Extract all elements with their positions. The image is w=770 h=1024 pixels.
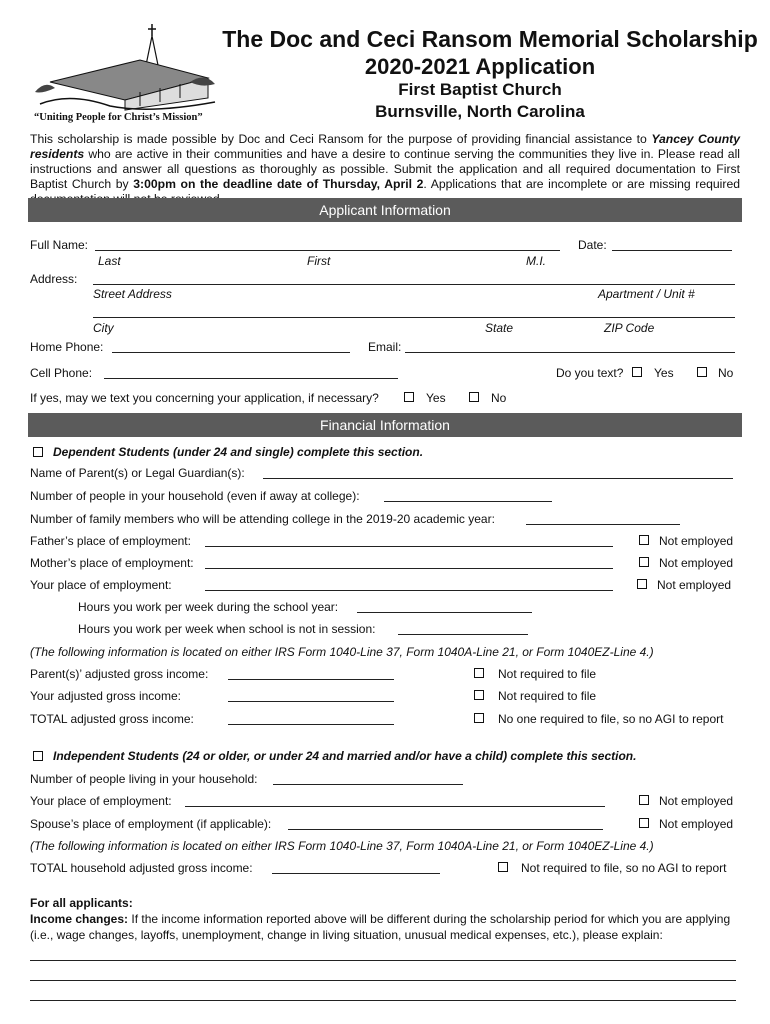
consent-yes-label: Yes [426,391,446,405]
household-agi-field[interactable] [272,873,440,874]
application-year: 2020-2021 Application [364,54,596,79]
hours-break-label: Hours you work per week when school is not in session: [78,622,376,636]
household-not-required-checkbox[interactable] [498,862,508,872]
your-not-employed-checkbox[interactable] [637,579,647,589]
parent-not-required-checkbox[interactable] [474,668,484,678]
text-consent-label: If yes, may we text you concerning your application, if necessary? [30,391,379,405]
zip-caption: ZIP Code [604,321,655,335]
intro-text-1: This scholarship is made possible by Doc and Ceci Ransom for the purpose of providing financial assistance to [30,132,652,146]
parent-not-required-label: Not required to file [498,667,597,681]
parent-agi-field[interactable] [228,679,394,680]
hours-break-field[interactable] [398,634,528,635]
father-not-employed-label: Not employed [659,534,734,548]
household-size-field[interactable] [384,501,552,502]
total-agi-label: TOTAL adjusted gross income: [30,712,194,726]
financial-information-heading: Financial Information [28,413,742,437]
your-not-employed-label: Not employed [657,578,732,592]
your-not-required-label: Not required to file [498,689,597,703]
text-no-label: No [718,366,734,380]
city-caption: City [93,321,114,335]
first-name-caption: First [307,254,331,268]
income-explanation-line-1[interactable] [30,960,736,961]
home-phone-field[interactable] [112,352,350,353]
apartment-caption: Apartment / Unit # [598,287,695,301]
state-caption: State [485,321,514,335]
ind-not-employed-checkbox[interactable] [639,795,649,805]
church-location: Burnsville, North Carolina [375,102,585,121]
intro-deadline: 3:00pm on the deadline date of Thursday, April 2 [133,177,424,191]
parent-name-label: Name of Parent(s) or Legal Guardian(s): [30,466,245,480]
irs-note: (The following information is located on either IRS Form 1040-Line 37, Form 1040A-Line 21, or Form 1040EZ-Line 4.) [30,645,654,659]
last-name-caption: Last [98,254,121,268]
date-label: Date: [578,238,607,252]
full-name-label: Full Name: [30,238,89,252]
text-yes-checkbox[interactable] [632,367,642,377]
email-field[interactable] [405,352,735,353]
spouse-employment-label: Spouse’s place of employment (if applicable): [30,817,272,831]
no-one-required-checkbox[interactable] [474,713,484,723]
address-label: Address: [30,272,78,286]
your-employment-field[interactable] [205,590,613,591]
intro-paragraph [30,132,740,207]
full-name-field[interactable] [95,250,560,251]
middle-initial-caption: M.I. [526,254,546,268]
household-size-label: Number of people in your household (even if away at college): [30,489,360,503]
street-address-caption: Street Address [93,287,172,301]
city-state-zip-field[interactable] [93,317,735,318]
dependent-students-heading: Dependent Students (under 24 and single) complete this section. [53,445,424,459]
spouse-employment-field[interactable] [288,829,603,830]
mother-employment-label: Mother’s place of employment: [30,556,194,570]
intro-text-3: . Applications that are incomplete or are missing required [423,177,741,191]
family-in-college-field[interactable] [526,524,680,525]
email-label: Email: [368,340,402,354]
father-employment-label: Father’s place of employment: [30,534,191,548]
income-explanation-line-3[interactable] [30,1000,736,1001]
intro-county: Yancey County residents [30,132,741,161]
spouse-not-employed-label: Not employed [659,817,734,831]
father-not-employed-checkbox[interactable] [639,535,649,545]
date-field[interactable] [612,250,732,251]
father-employment-field[interactable] [205,546,613,547]
ind-irs-note: (The following information is located on either IRS Form 1040-Line 37, Form 1040A-Line 21, or Form 1040EZ-Line 4.) [30,839,654,853]
income-changes-label: Income changes: [30,912,129,926]
your-employment-label: Your place of employment: [30,578,172,592]
ind-household-field[interactable] [273,784,463,785]
income-changes-text: If the income information reported above will be different during the scholarship period for which you are applying (i.e., wage changes, layoffs, unemployment, change in living situation, unusual medical expenses, etc.), please explain: [30,912,731,942]
mother-not-employed-checkbox[interactable] [639,557,649,567]
cell-phone-label: Cell Phone: [30,366,93,380]
do-you-text-label: Do you text? [556,366,624,380]
ind-not-employed-label: Not employed [659,794,734,808]
text-no-checkbox[interactable] [697,367,707,377]
income-explanation-line-2[interactable] [30,980,736,981]
street-address-field[interactable] [93,284,735,285]
scholarship-title: The Doc and Ceci Ransom Memorial Scholarship [222,26,758,52]
ind-household-label: Number of people living in your household: [30,772,258,786]
applicant-information-heading: Applicant Information [28,198,742,222]
consent-no-checkbox[interactable] [469,392,479,402]
total-agi-field[interactable] [228,724,394,725]
mother-employment-field[interactable] [205,568,613,569]
independent-students-checkbox[interactable] [33,751,43,761]
church-motto: “Uniting People for Christ’s Mission” [34,112,203,123]
consent-no-label: No [491,391,507,405]
ind-employment-field[interactable] [185,806,605,807]
all-applicants-heading: For all applicants: [30,896,133,910]
church-logo [30,22,220,114]
your-not-required-checkbox[interactable] [474,690,484,700]
your-agi-label: Your adjusted gross income: [30,689,181,703]
family-in-college-label: Number of family members who will be attending college in the 2019-20 academic year: [30,512,495,526]
income-changes-paragraph [30,911,740,943]
consent-yes-checkbox[interactable] [404,392,414,402]
your-agi-field[interactable] [228,701,394,702]
spouse-not-employed-checkbox[interactable] [639,818,649,828]
church-name: First Baptist Church [398,80,562,99]
no-one-required-label: No one required to file, so no AGI to report [498,712,724,726]
ind-employment-label: Your place of employment: [30,794,172,808]
household-agi-label: TOTAL household adjusted gross income: [30,861,253,875]
hours-school-year-field[interactable] [357,612,532,613]
independent-students-heading: Independent Students (24 or older, or under 24 and married and/or have a child) complete this section. [53,749,637,763]
intro-text-2: who are active in their communities and have a desire to continue serving the communities they live in. Please read all instructions and answer all questions as thoroughly as possible. Submit the application and all required documentation to First Baptist Church by [30,147,740,191]
household-not-required-label: Not required to file, so no AGI to report [521,861,727,875]
home-phone-label: Home Phone: [30,340,104,354]
mother-not-employed-label: Not employed [659,556,734,570]
cell-phone-field[interactable] [104,378,398,379]
hours-school-year-label: Hours you work per week during the school year: [78,600,339,614]
parent-name-field[interactable] [263,478,733,479]
text-yes-label: Yes [654,366,674,380]
parent-agi-label: Parent(s)’ adjusted gross income: [30,667,209,681]
dependent-students-checkbox[interactable] [33,447,43,457]
